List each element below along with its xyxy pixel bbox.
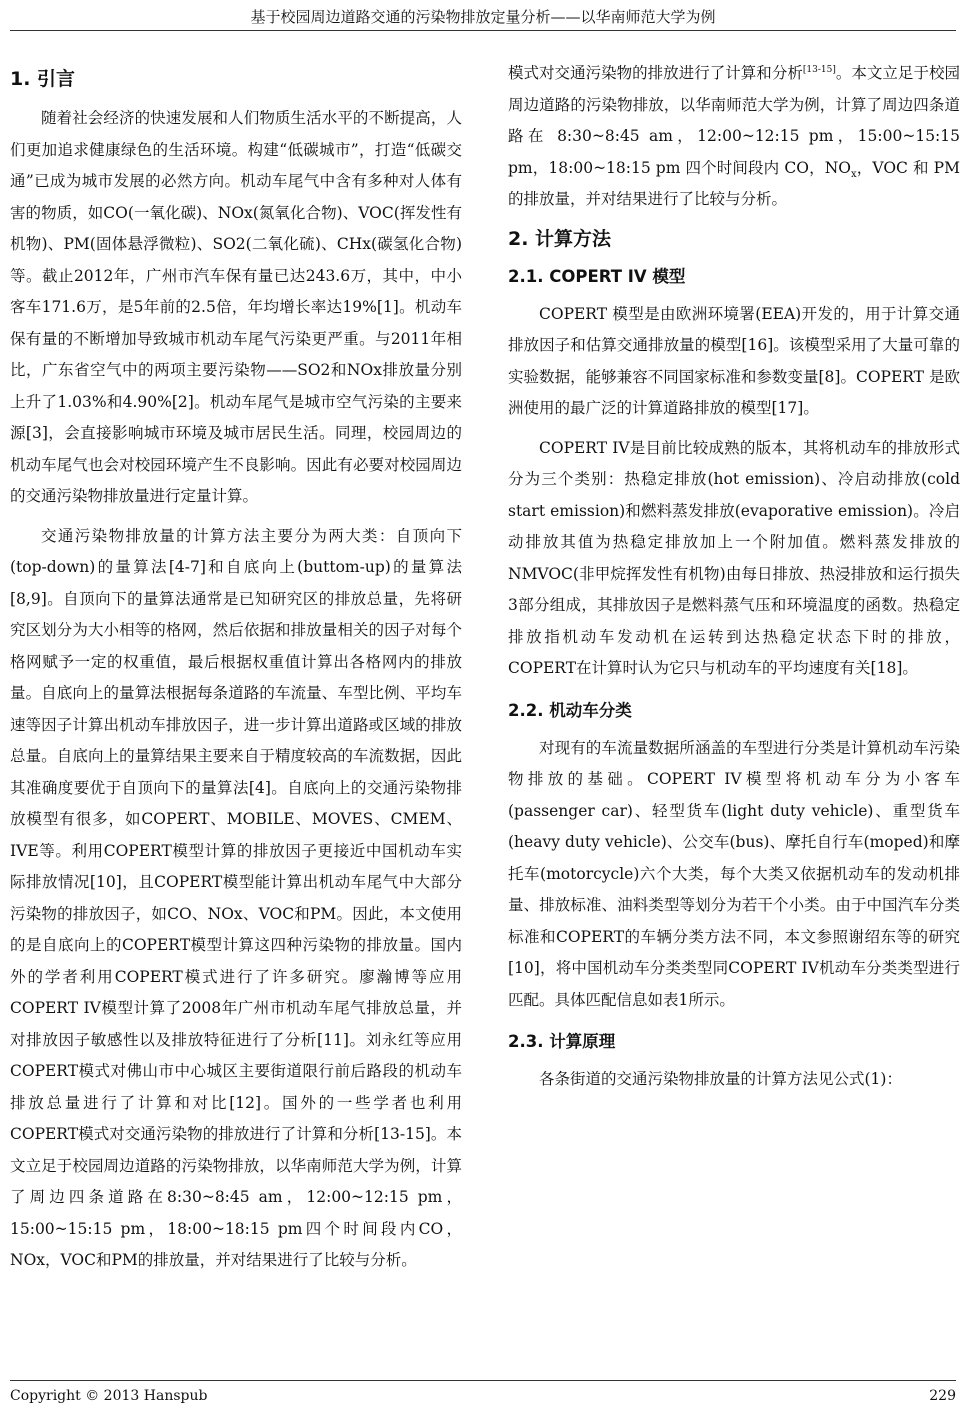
calc-principle-paragraph: 各条街道的交通污染物排放量的计算方法见公式(1)： xyxy=(539,1070,902,1088)
section-heading-method: 2. 计算方法 xyxy=(508,227,612,250)
subsection-heading-2-1: 2.1. COPERT IV 模型 xyxy=(508,266,686,286)
running-title: 基于校园周边道路交通的污染物排放定量分析——以华南师范大学为例 xyxy=(250,8,716,26)
section-heading-intro: 1. 引言 xyxy=(10,68,76,90)
intro-paragraph-2-continued: 模式对交通污染物的排放进行了计算和分析[13-15]。本文立足于校园周边道路的污染物排放，以华南师范大学为例，计算了周边四条道路在 8:30~8:45 am，12:00~12:15 pm，15:00~15:15 pm，18:00~18:15 pm 四个时间段内 CO，$NO_x$，VOC 和 PM 的排放量，并对结果进行了比较与分析。 xyxy=(508,64,960,208)
vehicle-class-paragraph: 对现有的车流量数据所涵盖的车型进行分类是计算机动车污染物排放的基础。COPERT IV模型将机动车分为小客车(passenger car)、轻型货车(light duty vehicle)、重型货车(heavy duty vehicle)、公交车(bus)、摩托自行车(moped)和摩托车(motorcycle)六个大类，每个大类又依据机动车的发动机排量、排放标准、油料类型等划分为若干个小类。由于中国汽车分类标准和COPERT的车辆分类方法不同，本文参照谢绍东等的研究[10]，将中国机动车分类类型同COPERT IV机动车分类类型进行匹配。具体匹配信息如表1所示。 xyxy=(508,738,960,1009)
intro-paragraph-1: 随着社会经济的快速发展和人们物质生活水平的不断提高，人们更加追求健康绿色的生活环境。构建“低碳城市”，打造“低碳交通”已成为城市发展的必然方向。机动车尾气中含有多种对人体有害的物质，如CO(一氧化碳)、NOx(氮氧化合物)、VOC(挥发性有机物)、PM(固体悬浮微粒)、SO2(二氧化硫)、CHx(碳氢化合物)等。截止2012年，广州市汽车保有量已达243.6万，其中，中小客车171.6万，是5年前的2.5倍，年均增长率达19%[1]。机动车保有量的不断增加导致城市机动车尾气污染更严重。与2011年相比，广东省空气中的两项主要污染物——SO2和NOx排放量分别上升了1.03%和4.90%[2]。机动车尾气是城市空气污染的主要来源[3]，会直接影响城市环境及城市居民生活。同理，校园周边的机动车尾气也会对校园环境产生不良影响。因此有必要对校园周边的交通污染物排放量进行定量计算。 xyxy=(10,109,462,505)
subsection-heading-2-3: 2.3. 计算原理 xyxy=(508,1032,616,1051)
copyright: Copyright © 2013 Hanspub xyxy=(10,1388,208,1404)
copert-paragraph-2: COPERT IV是目前比较成熟的版本，其将机动车的排放形式分为三个类别：热稳定排放(hot emission)、冷启动排放(cold start emission)和燃料蒸发排放(evaporative emission)。冷启动排放其值为热稳定排放加上一个附加值。燃料蒸发排放的NMVOC(非甲烷挥发性有机物)由每日排放、热浸排放和运行损失3部分组成，其排放因子是燃料蒸气压和环境温度的函数。热稳定排放指机动车发动机在运转到达热稳定状态下时的排放，COPERT在计算时认为它只与机动车的平均速度有关[18]。 xyxy=(508,438,960,677)
copert-paragraph-1: COPERT 模型是由欧洲环境署(EEA)开发的，用于计算交通排放因子和估算交通排放量的模型[16]。该模型采用了大量可靠的实验数据，能够兼容不同国家标准和参数变量[8]。COPERT 是欧洲使用的最广泛的计算道路排放的模型[17]。 xyxy=(508,304,960,417)
page-number: 229 xyxy=(929,1388,956,1404)
subsection-heading-2-2: 2.2. 机动车分类 xyxy=(508,700,632,720)
right-column xyxy=(508,58,960,1368)
header-rule xyxy=(10,30,956,31)
left-column: 1. 引言 随着社会经济的快速发展和人们物质生活水平的不断提高，人们更加追求健康绿色的生活环境。构建“低碳城市”，打造“低碳交通”已成为城市发展的必然方向。机动车尾气中含有多种对人体有害的物质，如CO(一氧化碳)、NOx(氮氧化合物)、VOC(挥发性有机物)、PM(固体悬浮微粒)、SO2(二氧化硫)、CHx(碳氢化合物)等。截止2012年，广州市汽车保有量已达243.6万，其中，中小客车171.6万，是5年前的2.5倍，年均增长率达19%[1]。机动车保有量的不断增加导致城市机动车尾气污染更严重。与2011年相比，广东省空气中的两项主要污染物——SO2和NOx排放量分别上升了1.03%和4.90%[2]。机动车尾气是城市空气污染的主要来源[3]，会直接影响城市环境及城市居民生活。同理，校园周边的机动车尾气也会对校园环境产生不良影响。因此有必要对校园周边的交通污染物排放量进行定量计算。 交通污染物排放量的计算方法主要分为两大类：自顶向下(top-down)的量算法[4-7]和自底向上(buttom-up)的量算法[8,9]。自顶向下的量算法通常是已知研究区的排放总量，先将研究区划分为大小相等的格网，然后依据和排放量相关的因子对每个格网赋予一定的权重值，最后根据权重值计算出各格网内的排放量。自底向上的量算法根据每条道路的车流量、车型比例、平均车速等因子计算出机动车排放因子，进一步计算出道路或区域的排放总量。自底向上的量算结果主要来自于精度较高的车流数据，因此其准确度要优于自顶向下的量算法[4]。自底向上的交通污染物排放模型有很多，如COPERT、MOBILE、MOVES、CMEM、IVE等。利用COPERT模型计算的排放因子更接近中国机动车实际排放情况[10]，且COPERT模型能计算出机动车尾气中大部分污染物的排放因子，如CO、NOx、VOC和PM。因此，本文使用的是自底向上的COPERT模型计算这四种污染物的排放量。国内外的学者利用COPERT模式进行了许多研究。廖瀚博等应用COPERT IV模型计算了2008年广州市机动车尾气排放总量，并对排放因子敏感性以及排放特征进行了分析[11]。刘永红等应用COPERT模式对佛山市中心城区主要街道限行前后路段的机动车排放总量进行了计算和对比[12]。国外的一些学者也利用COPERT模式对交通污染物的排放进行了计算和分析[13-15]。本文立足于校园周边道路的污染物排放，以华南师范大学为例，计算了周边四条道路在8:30~8:45 am，12:00~12:15 pm，15:00~15:15 pm，18:00~18:15 pm四个时间段内CO，NOx，VOC和PM的排放量，并对结果进行了比较与分析。 xyxy=(10,58,462,1368)
footer-rule xyxy=(10,1380,956,1381)
